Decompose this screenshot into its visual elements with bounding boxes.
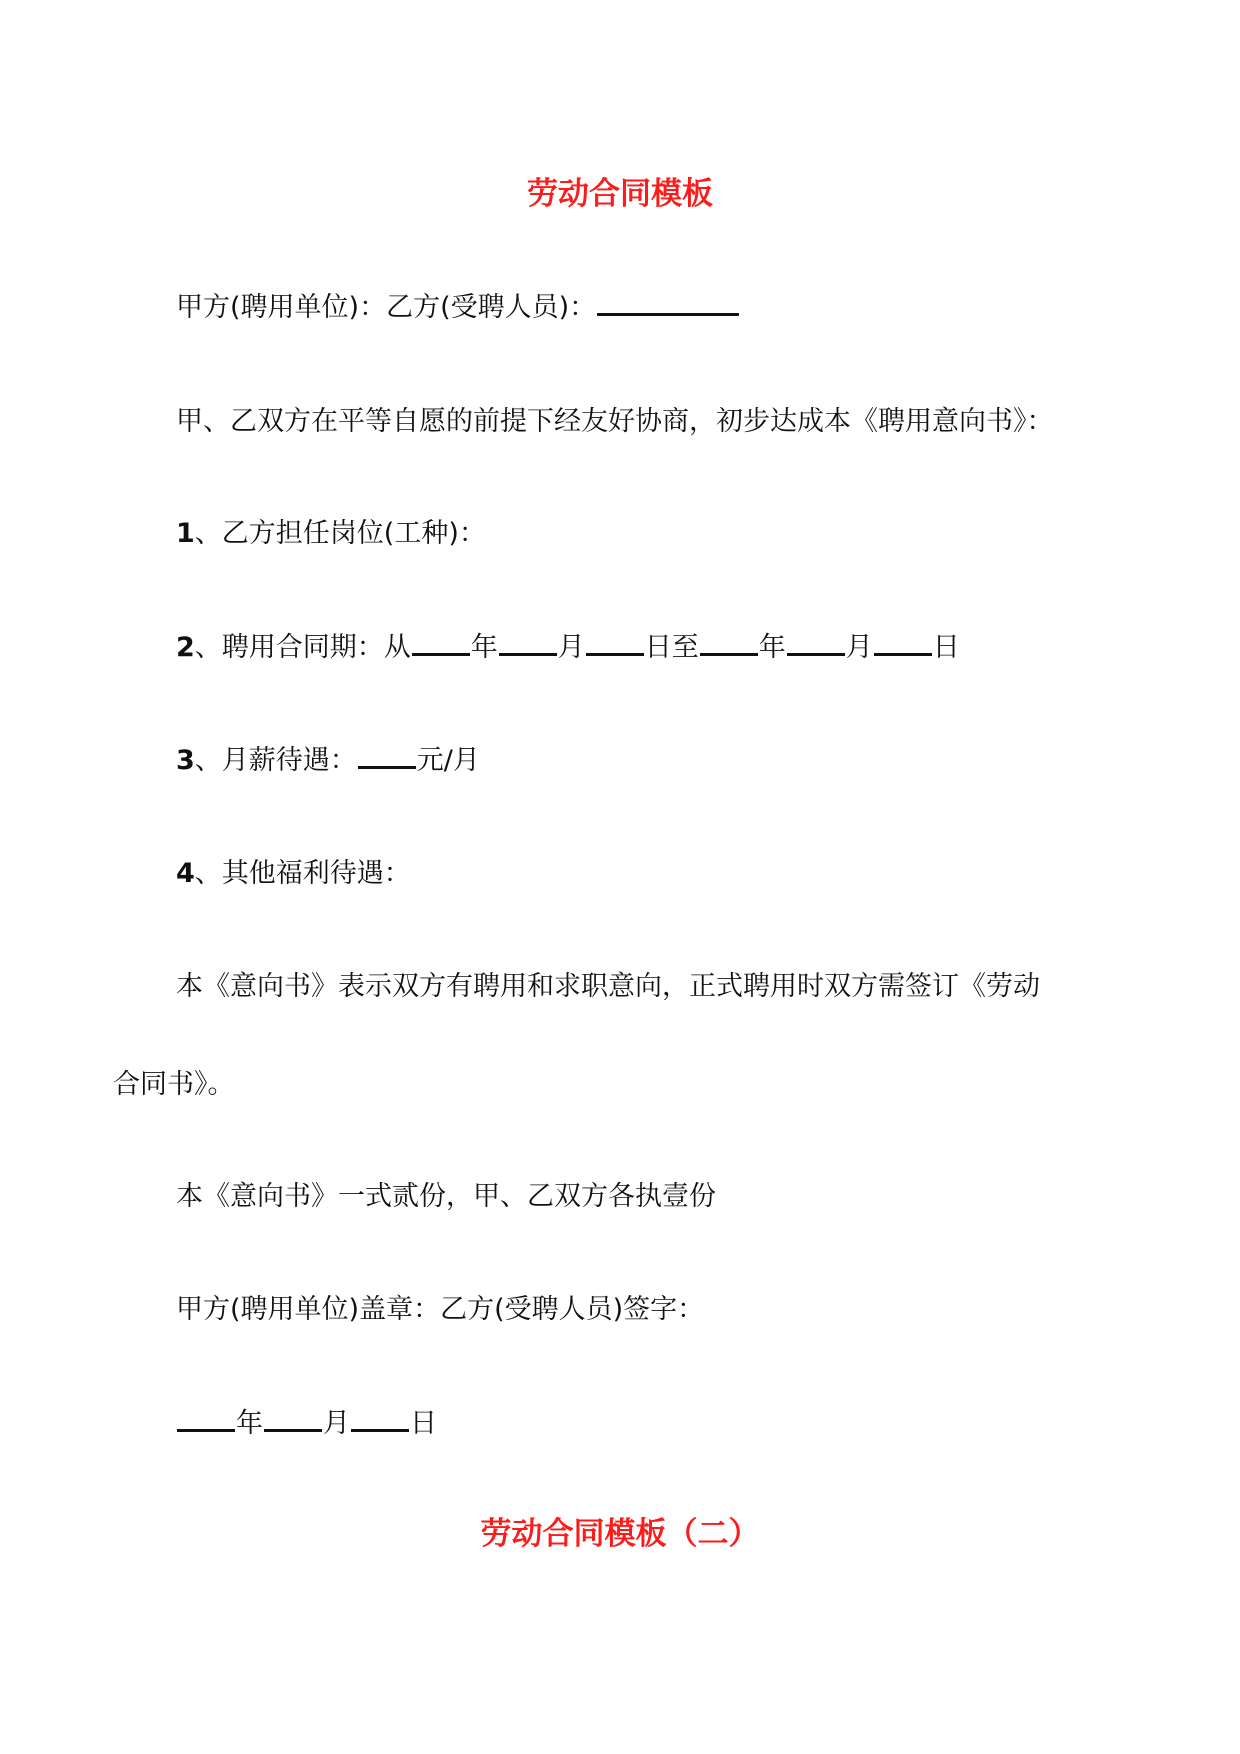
item-4: [176, 856, 411, 892]
item-2-number: 2: [176, 632, 195, 663]
item-4-text: 、其他福利待遇：: [194, 858, 411, 889]
employee-name-blank[interactable]: [597, 312, 739, 316]
sign-month-label: 月: [323, 1408, 350, 1439]
item-4-number: 4: [176, 858, 195, 889]
sign-year-label: 年: [236, 1408, 263, 1439]
note-line-2: 合同书》。: [113, 1069, 235, 1100]
end-year-blank[interactable]: [700, 652, 758, 656]
end-day-label: 日: [932, 632, 960, 663]
salary-blank[interactable]: [358, 765, 416, 769]
item-3: [176, 743, 480, 779]
parties-line: [176, 290, 740, 326]
end-day-blank[interactable]: [874, 652, 932, 656]
parties-label: 甲方(聘用单位)：乙方(受聘人员)：: [176, 292, 597, 323]
document-title: 劳动合同模板: [527, 176, 713, 212]
end-year-label: 年: [758, 632, 786, 663]
sign-day-label: 日: [410, 1408, 437, 1439]
item-1: [176, 516, 486, 552]
item-1-text: 、乙方担任岗位(工种)：: [194, 518, 486, 549]
date-line: [176, 1406, 437, 1442]
sign-year-blank[interactable]: [177, 1428, 235, 1432]
sign-day-blank[interactable]: [351, 1428, 409, 1432]
note-line-1: 本《意向书》表示双方有聘用和求职意向，正式聘用时双方需签订《劳动: [176, 971, 1040, 1002]
salary-unit: 元/月: [416, 745, 480, 776]
end-month-blank[interactable]: [787, 652, 845, 656]
start-month-blank[interactable]: [499, 652, 557, 656]
item-3-number: 3: [176, 745, 195, 776]
copies-paragraph: 本《意向书》一式贰份，甲、乙双方各执壹份: [176, 1181, 716, 1212]
start-year-blank[interactable]: [412, 652, 470, 656]
start-day-blank[interactable]: [586, 652, 644, 656]
item-1-number: 1: [176, 518, 195, 549]
intro-paragraph: 甲、乙双方在平等自愿的前提下经友好协商，初步达成本《聘用意向书》：: [176, 406, 1054, 437]
signature-line: 甲方(聘用单位)盖章：乙方(受聘人员)签字：: [176, 1294, 705, 1325]
section-title-2: 劳动合同模板（二）: [480, 1516, 760, 1552]
start-year-label: 年: [470, 632, 498, 663]
start-day-label: 日至: [644, 632, 699, 663]
sign-month-blank[interactable]: [264, 1428, 322, 1432]
start-month-label: 月: [557, 632, 585, 663]
item-2-text: 、聘用合同期：从: [194, 632, 411, 663]
end-month-label: 月: [845, 632, 873, 663]
item-2: [176, 630, 960, 666]
item-3-text: 、月薪待遇：: [194, 745, 357, 776]
